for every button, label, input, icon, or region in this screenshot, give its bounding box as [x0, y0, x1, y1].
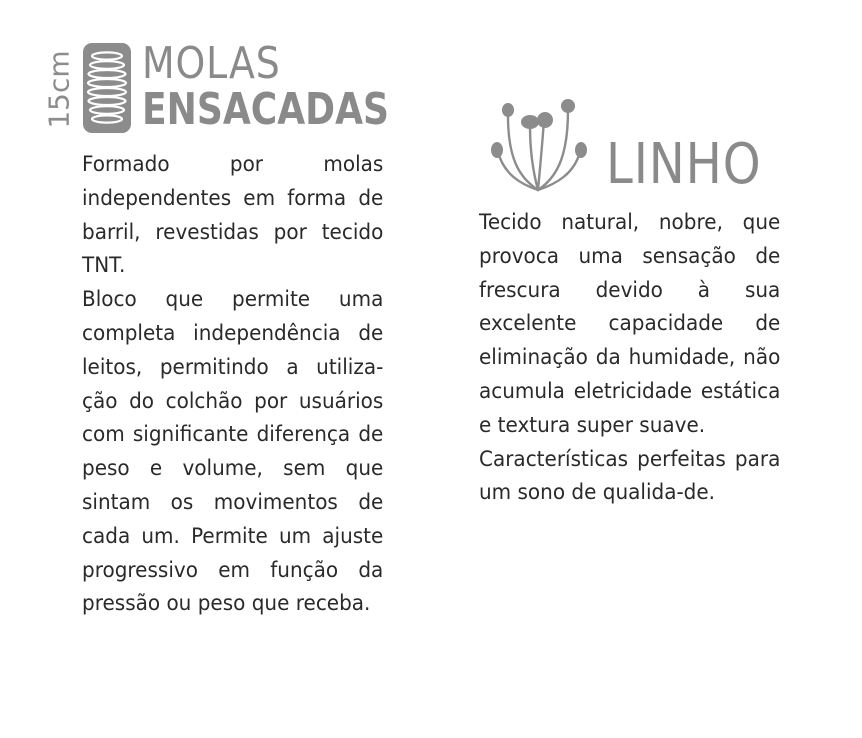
linho-paragraph-2: Características perfeitas para um sono de qualida-de.	[479, 446, 781, 506]
molas-ensacadas-description	[82, 148, 383, 621]
linho-title: LINHO	[606, 132, 762, 197]
linen-flax-plant-icon	[490, 98, 590, 194]
linho-description	[479, 206, 780, 510]
molas-paragraph-1: Formado por molas independentes em forma de barril, revestidas por tecido TNT.	[82, 152, 384, 279]
mattress-height-label	[44, 44, 74, 134]
height-label-text: 15cm	[42, 49, 76, 129]
linho-header	[490, 98, 790, 198]
molas-title-line-2: ENSACADAS	[142, 84, 390, 135]
molas-ensacadas-header	[40, 36, 400, 140]
linho-paragraph-1: Tecido natural, nobre, que provoca uma sensação de frescura devido à sua excelente capacidade de eliminação da humidade, não acumula eletricidade estática e textura super suave.	[479, 210, 781, 438]
molas-paragraph-2: Bloco que permite uma completa independência de leitos, permitindo a utiliza-ção do colchão por usuários com significante diferença de peso e volume, sem que sintam os movimentos de cada um. Permite um ajuste progressivo em função da pressão ou peso que receba.	[82, 287, 384, 617]
spring-coil-icon	[82, 42, 132, 134]
molas-title-line-1: MOLAS	[142, 38, 281, 89]
